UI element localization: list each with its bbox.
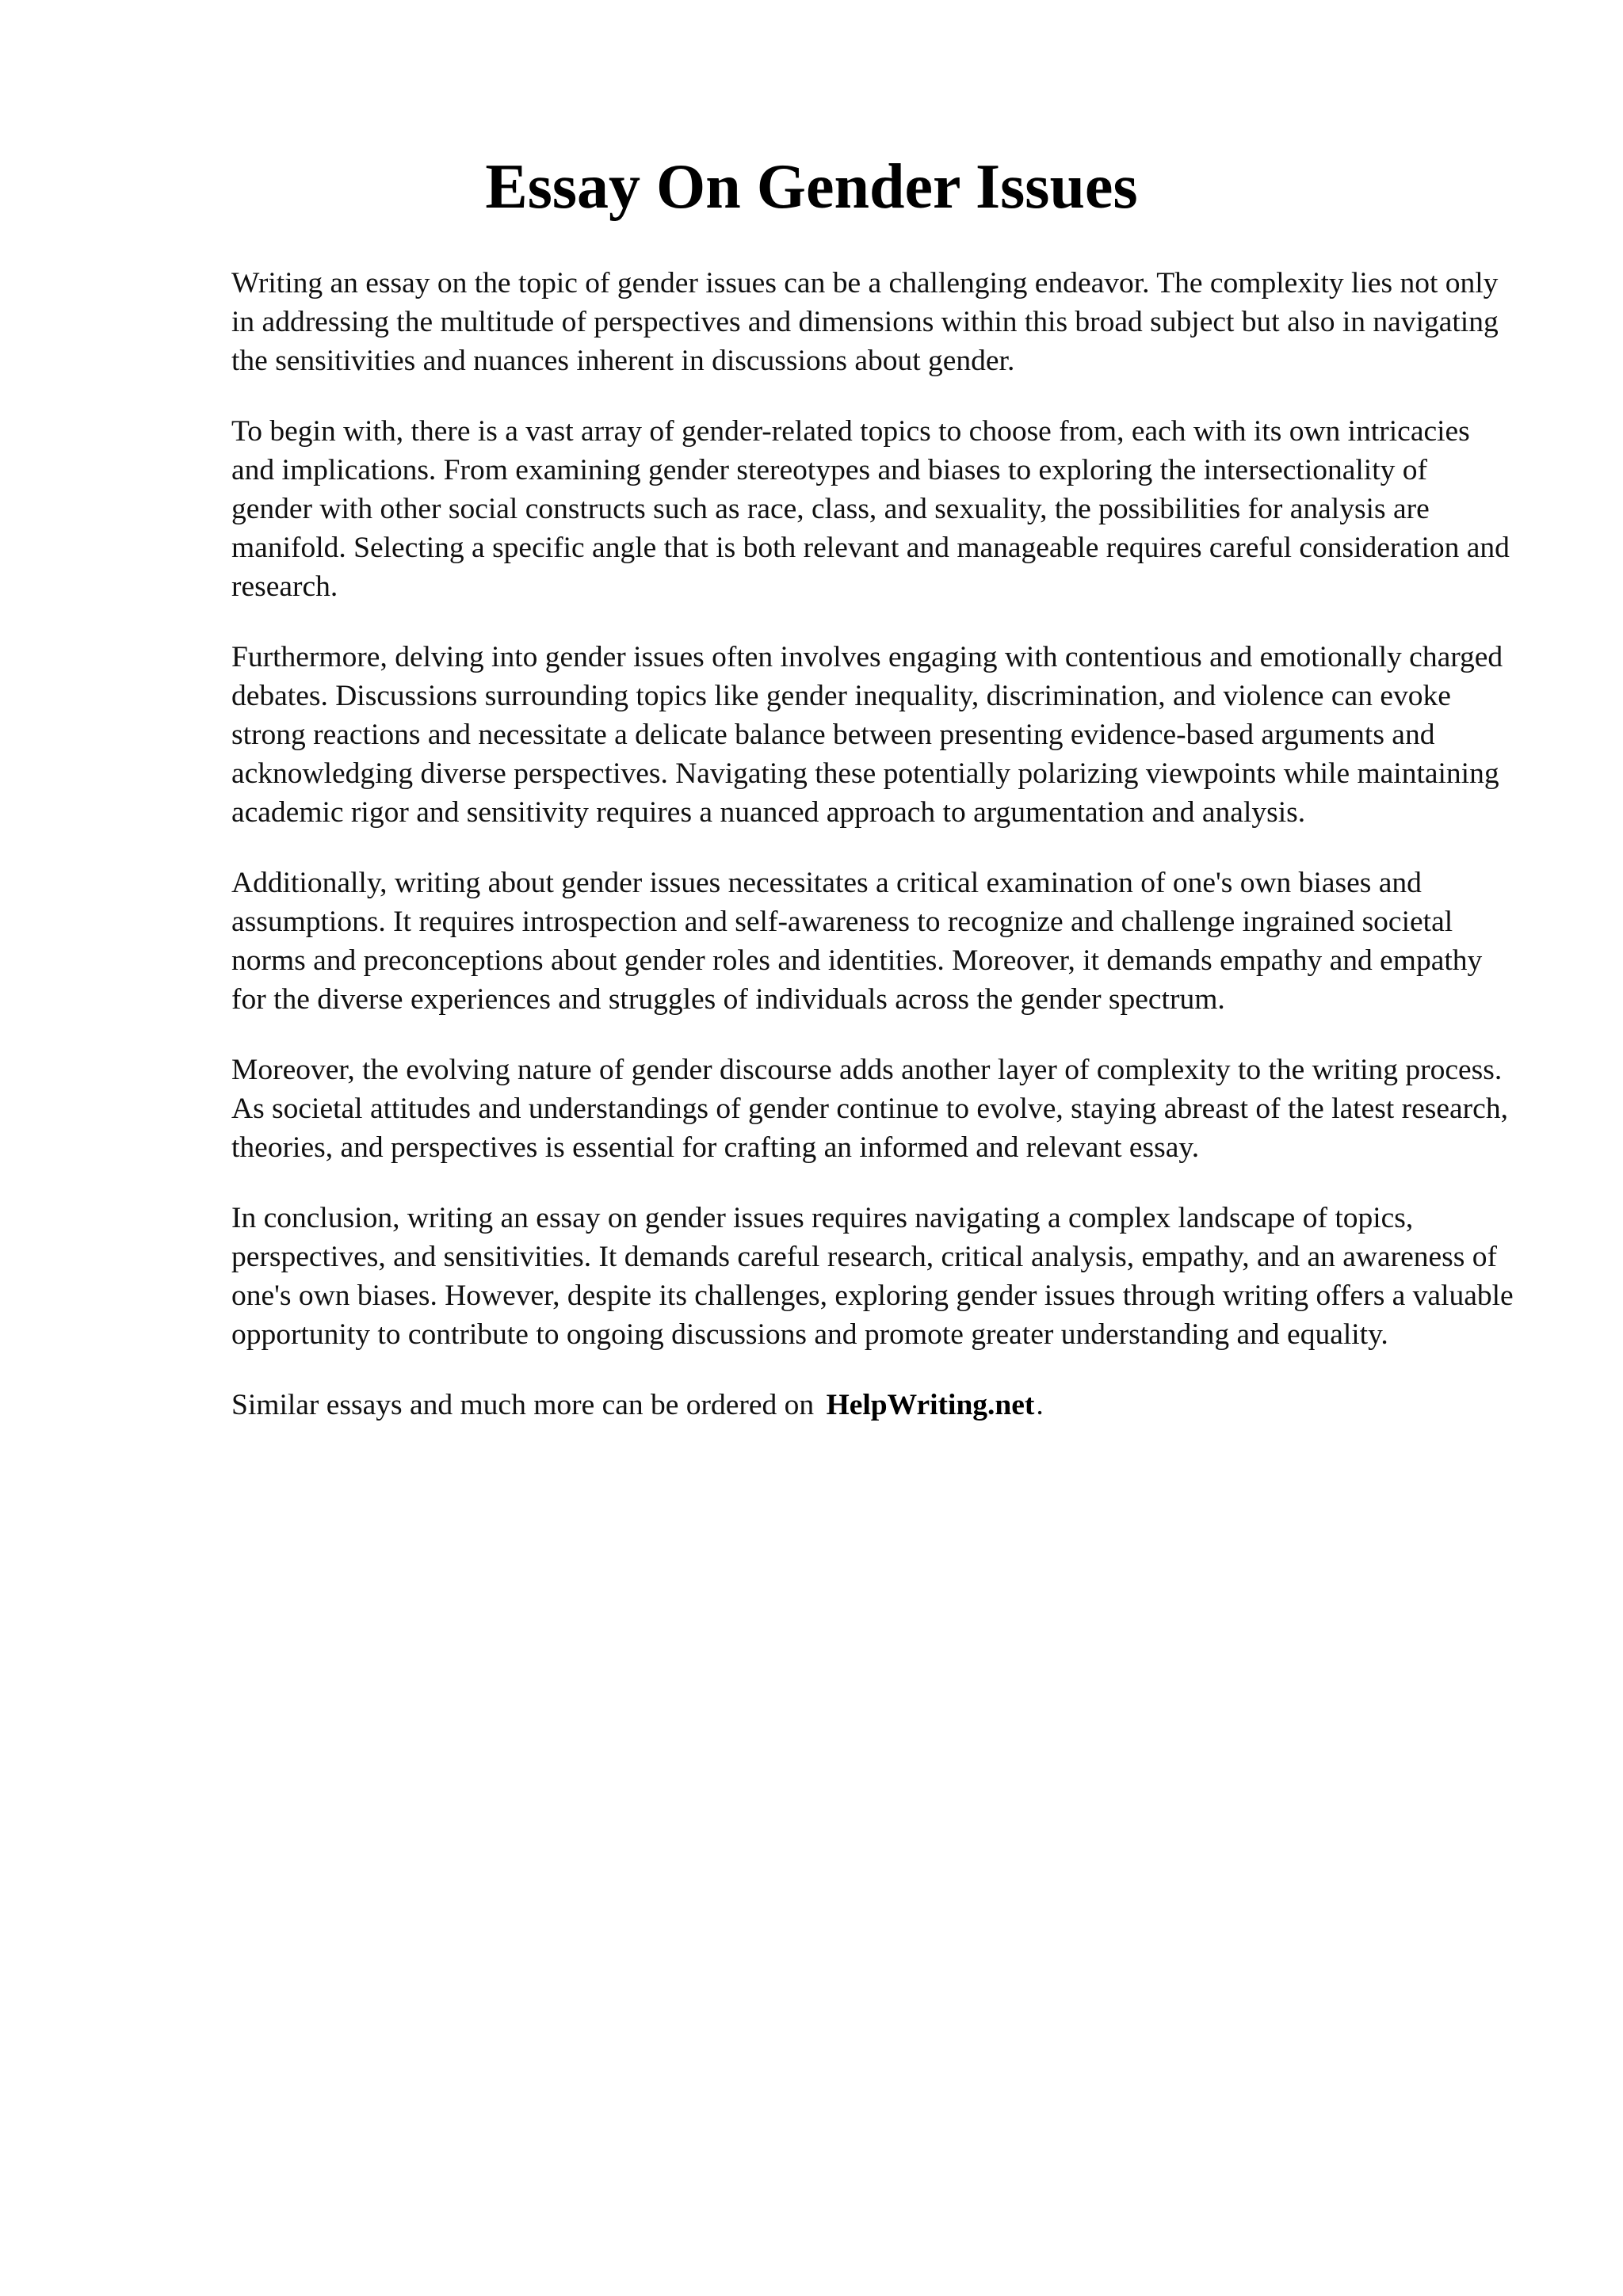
paragraph-topics: To begin with, there is a vast array of gender-related topics to choose from, each with its own intricacies and implications. From examining gender stereotypes and biases to exploring the intersectionality of gender with other social constructs such as race, class, and sexuality, the possibilities for analysis are manifold. Selecting a specific angle that is both relevant and manageable requires careful consideration and research. bbox=[231, 415, 1510, 603]
paragraph-biases: Additionally, writing about gender issues necessitates a critical examination of one's own biases and assumptions. It requires introspection and self-awareness to recognize and challenge ingrained societal norms and preconceptions about gender roles and identities. Moreover, it demands empathy and empathy for the diverse experiences and struggles of individuals across the gender spectrum. bbox=[231, 867, 1483, 1016]
closing-period: . bbox=[1036, 1389, 1044, 1421]
page-title: Essay On Gender Issues bbox=[485, 152, 1138, 222]
paragraph-intro: Writing an essay on the topic of gender issues can be a challenging endeavor. The complexity lies not only in addressing the multitude of perspectives and dimensions within this broad subject but also in navigating the sensitivities and nuances inherent in discussions about gender. bbox=[231, 267, 1499, 377]
closing-line bbox=[231, 1386, 1515, 1425]
closing-text: Similar essays and much more can be ordered on bbox=[231, 1389, 815, 1421]
paragraph-evolving-discourse: Moreover, the evolving nature of gender discourse adds another layer of complexity to the writing process. As societal attitudes and understandings of gender continue to evolve, staying abreast of the latest research, theories, and perspectives is essential for crafting an informed and relevant essay. bbox=[231, 1054, 1508, 1164]
paragraph-conclusion: In conclusion, writing an essay on gender issues requires navigating a complex landscape of topics, perspectives, and sensitivities. It demands careful research, critical analysis, empathy, and an awareness of one's own biases. However, despite its challenges, exploring gender issues through writing offers a valuable opportunity to contribute to ongoing discussions and promote greater understanding and equality. bbox=[231, 1202, 1514, 1351]
brand-link[interactable]: HelpWriting.net bbox=[826, 1389, 1035, 1421]
essay-body bbox=[231, 264, 1515, 1425]
paragraph-debates: Furthermore, delving into gender issues often involves engaging with contentious and emotionally charged debates. Discussions surrounding topics like gender inequality, discrimination, and violence can evoke strong reactions and necessitate a delicate balance between presenting evidence-based arguments and acknowledging diverse perspectives. Navigating these potentially polarizing viewpoints while maintaining academic rigor and sensitivity requires a nuanced approach to argumentation and analysis. bbox=[231, 641, 1503, 829]
